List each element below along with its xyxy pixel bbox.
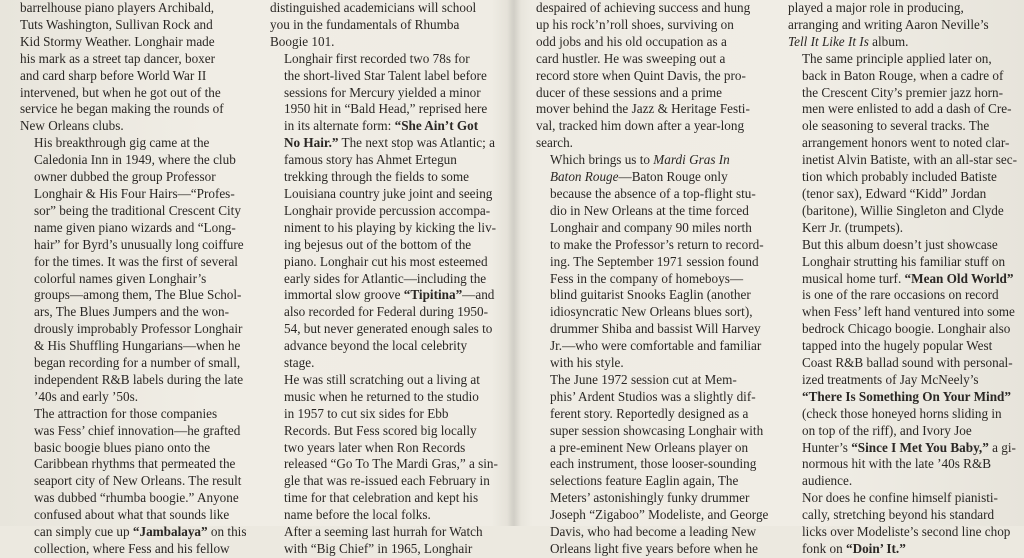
text-line: Records. But Fess scored big locally (284, 422, 477, 438)
text-line: No Hair.” The next stop was Atlantic; a (284, 135, 495, 151)
text-line: advance beyond the local celebrity (284, 338, 468, 354)
text-line: basic boogie blues piano onto the (34, 439, 211, 455)
paragraph (20, 135, 252, 406)
paragraph (788, 490, 1020, 558)
text-line: early sides for Atlantic—including the (284, 270, 487, 286)
text-column-4 (788, 0, 1020, 556)
text-line: ducer of these sessions and a prime (536, 84, 723, 100)
text-line: service he began making the rounds of (20, 101, 224, 117)
text-line: bedrock Chicago boogie. Longhair also (802, 321, 1011, 337)
text-line: the Crescent City’s premier jazz horn- (802, 84, 1004, 100)
text-line: Longhair first recorded two 78s for (284, 50, 470, 66)
text-line: on top of the riff), and Ivory Joe (802, 422, 972, 438)
text-line: Longhair and company 90 miles north (550, 219, 752, 235)
text-line: independent R&B labels during the late (34, 371, 244, 387)
text-line: Jr.—who were comfortable and familiar (550, 338, 762, 354)
text-line: The June 1972 session cut at Mem- (550, 371, 737, 387)
text-line: selections feature Eaglin again, The (550, 473, 739, 489)
text-line: Fess in the company of homeboys— (550, 270, 744, 286)
text-line: After a seeming last hurrah for Watch (284, 524, 483, 540)
text-line: Joseph “Zigaboo” Modeliste, and George (550, 507, 769, 523)
text-line: Orleans light five years before when he (550, 541, 758, 556)
paragraph (20, 0, 252, 135)
text-line: you in the fundamentals of Rhumba (270, 16, 460, 32)
text-column-2 (270, 0, 502, 556)
text-line: hair” for Byrd’s unusually long coiffure (34, 236, 244, 252)
text-line: each instrument, those looser-sounding (550, 456, 757, 472)
text-line: Hunter’s “Since I Met You Baby,” a gi- (802, 439, 1016, 455)
text-line: normous hit with the late ’40s R&B (802, 456, 992, 472)
text-line: odd jobs and his old occupation as a (536, 33, 727, 49)
text-line: Caribbean rhythms that permeated the (34, 456, 236, 472)
text-line: in 1957 to cut six sides for Ebb (284, 405, 449, 421)
text-line: 1950 hit in “Bald Head,” reprised here (284, 101, 488, 117)
text-line: (check those honeyed horns sliding in (802, 405, 1002, 421)
text-line: time for that celebration and kept his (284, 490, 479, 506)
text-line: dio in New Orleans at the time forced (550, 202, 749, 218)
text-line: Coast R&B ballad sound with personal- (802, 355, 1013, 371)
text-line: idiosyncratic New Orleans blues sort), (550, 304, 753, 320)
text-line: to make the Professor’s return to record- (550, 236, 764, 252)
text-line: Louisiana country juke joint and seeing (284, 185, 493, 201)
text-line: (baritone), Willie Singleton and Clyde (802, 202, 1004, 218)
text-line: and card sharp before World War II (20, 67, 207, 83)
text-line: But this album doesn’t just showcase (802, 236, 998, 252)
text-line: groups—among them, The Blue Schol- (34, 287, 242, 303)
text-line: record store when Quint Davis, the pro- (536, 67, 746, 83)
text-line: released “Go To The Mardi Gras,” a sin- (284, 456, 498, 472)
text-line: super session showcasing Longhair with (550, 422, 764, 438)
paragraph (536, 0, 768, 152)
text-line: fonk on “Doin’ It.” (802, 541, 906, 556)
text-line: “There Is Something On Your Mind” (802, 388, 1011, 404)
text-column-1 (20, 0, 252, 556)
text-line: He was still scratching out a living at (284, 371, 480, 387)
text-line: Kerr Jr. (trumpets). (802, 219, 904, 235)
text-line: ing. The September 1971 session found (550, 253, 759, 269)
text-line: the short-lived Star Talent label before (284, 67, 487, 83)
text-line: seaport city of New Orleans. The result (34, 473, 242, 489)
text-line: ferent story. Reportedly designed as a (550, 405, 749, 421)
text-line: The same principle applied later on, (802, 50, 992, 66)
text-line: sessions for Mercury yielded a minor (284, 84, 481, 100)
text-line: collection, where Fess and his fellow (34, 541, 230, 556)
paragraph (536, 152, 768, 372)
text-line: was Fess’ chief innovation—he grafted (34, 422, 241, 438)
text-line: can simply cue up “Jambalaya” on this (34, 524, 247, 540)
text-line: drously improbably Professor Longhair (34, 321, 243, 337)
text-line: Nor does he confine himself pianisti- (802, 490, 998, 506)
text-line: mover behind the Jazz & Heritage Festi- (536, 101, 750, 117)
text-line: played a major role in producing, (788, 0, 964, 15)
paragraph (788, 0, 1020, 51)
text-line: distinguished academicians will school (270, 0, 477, 15)
text-line: tion which probably included Batiste (802, 169, 997, 185)
text-line: colorful names given Longhair’s (34, 270, 207, 286)
text-line: audience. (802, 473, 853, 489)
text-line: his mark as a street tap dancer, boxer (20, 50, 216, 66)
text-line: intervened, but when he got out of the (20, 84, 221, 100)
text-line: 54, but never generated enough sales to (284, 321, 493, 337)
text-line: Baton Rouge—Baton Rouge only (550, 169, 728, 185)
text-line: ing bejesus out of the bottom of the (284, 236, 472, 252)
text-line: Caledonia Inn in 1949, where the club (34, 152, 236, 168)
text-line: music when he returned to the studio (284, 388, 479, 404)
paragraph (20, 406, 252, 558)
text-line: with “Big Chief” in 1965, Longhair (284, 541, 473, 556)
text-line: barrelhouse piano players Archibald, (20, 0, 215, 15)
text-line: in its alternate form: “She Ain’t Got (284, 118, 479, 134)
text-line: Boogie 101. (270, 33, 335, 49)
text-line: Tuts Washington, Sullivan Rock and (20, 16, 213, 32)
page-gutter (507, 0, 521, 526)
paragraph (270, 51, 502, 372)
text-line: ized treatments of Jay McNeely’s (802, 371, 979, 387)
text-line: niment to his playing by kicking the liv- (284, 219, 497, 235)
text-line: Which brings us to Mardi Gras In (550, 152, 730, 168)
text-line: New Orleans clubs. (20, 118, 124, 134)
text-line: owner dubbed the group Professor (34, 169, 216, 185)
text-line: because the absence of a top-flight stu- (550, 185, 756, 201)
text-line: inetist Alvin Batiste, with an all-star sec- (802, 152, 1017, 168)
text-line: phis’ Ardent Studios was a slightly dif- (550, 388, 756, 404)
text-line: Longhair & His Four Hairs—“Profes- (34, 185, 235, 201)
text-line: men were enlisted to add a dash of Cre- (802, 101, 1012, 117)
text-line: card hustler. He was sweeping out a (536, 50, 726, 66)
text-line: stage. (284, 355, 315, 371)
text-line: val, tracked him down after a year-long (536, 118, 745, 134)
text-line: blind guitarist Snooks Eaglin (another (550, 287, 751, 303)
text-line: ars, The Blues Jumpers and the won- (34, 304, 229, 320)
text-line: sor” being the traditional Crescent City (34, 202, 241, 218)
text-line: arrangement honors went to noted clar- (802, 135, 1010, 151)
text-line: Longhair strutting his familiar stuff on (802, 253, 1006, 269)
text-line: The attraction for those companies (34, 405, 218, 421)
paragraph (536, 372, 768, 558)
text-line: cally, stretching beyond his standard (802, 507, 995, 523)
text-line: (tenor sax), Edward “Kidd” Jordan (802, 185, 987, 201)
text-line: arranging and writing Aaron Neville’s (788, 16, 989, 32)
text-line: up his rock’n’roll shoes, surviving on (536, 16, 734, 32)
text-line: licks over Modeliste’s second line chop (802, 524, 1011, 540)
text-line: ’40s and early ’50s. (34, 388, 139, 404)
text-line: for the times. It was the first of several (34, 253, 238, 269)
text-line: also recorded for Federal during 1950- (284, 304, 488, 320)
paragraph (270, 372, 502, 524)
text-line: back in Baton Rouge, when a cadre of (802, 67, 1004, 83)
text-line: two years later when Ron Records (284, 439, 466, 455)
text-line: name given piano wizards and “Long- (34, 219, 236, 235)
text-line: Meters’ astonishingly funky drummer (550, 490, 750, 506)
text-line: trekking through the fields to some (284, 169, 469, 185)
text-line: gle that was re-issued each February in (284, 473, 490, 489)
paragraph (788, 51, 1020, 237)
text-line: with his style. (550, 355, 624, 371)
text-line: began recording for a number of small, (34, 355, 241, 371)
text-line: search. (536, 135, 573, 151)
text-line: His breakthrough gig came at the (34, 135, 210, 151)
text-line: was dubbed “rhumba boogie.” Anyone (34, 490, 239, 506)
text-line: a pre-eminent New Orleans player on (550, 439, 749, 455)
text-line: confused about what that sounds like (34, 507, 230, 523)
text-line: tapped into the hugely popular West (802, 338, 993, 354)
text-line: name before the local folks. (284, 507, 431, 523)
text-column-3 (536, 0, 769, 556)
text-line: ole seasoning to several tracks. The (802, 118, 990, 134)
text-line: Longhair provide percussion accompa- (284, 202, 491, 218)
text-line: musical home turf. “Mean Old World” (802, 270, 1014, 286)
text-line: despaired of achieving success and hung (536, 0, 751, 15)
text-line: is one of the rare occasions on record (802, 287, 999, 303)
text-line: drummer Shiba and bassist Will Harvey (550, 321, 761, 337)
text-line: & His Shuffling Hungarians—when he (34, 338, 241, 354)
text-line: Davis, who had become a leading New (550, 524, 757, 540)
text-line: famous story has Ahmet Ertegun (284, 152, 457, 168)
paragraph (788, 237, 1020, 491)
text-line: piano. Longhair cut his most esteemed (284, 253, 488, 269)
text-line: Kid Stormy Weather. Longhair made (20, 33, 215, 49)
text-line: immortal slow groove “Tipitina”—and (284, 287, 495, 303)
text-line: when Fess’ left hand ventured into some (802, 304, 1015, 320)
text-line: Tell It Like It Is album. (788, 33, 909, 49)
paragraph (270, 0, 502, 51)
paragraph (270, 524, 502, 558)
